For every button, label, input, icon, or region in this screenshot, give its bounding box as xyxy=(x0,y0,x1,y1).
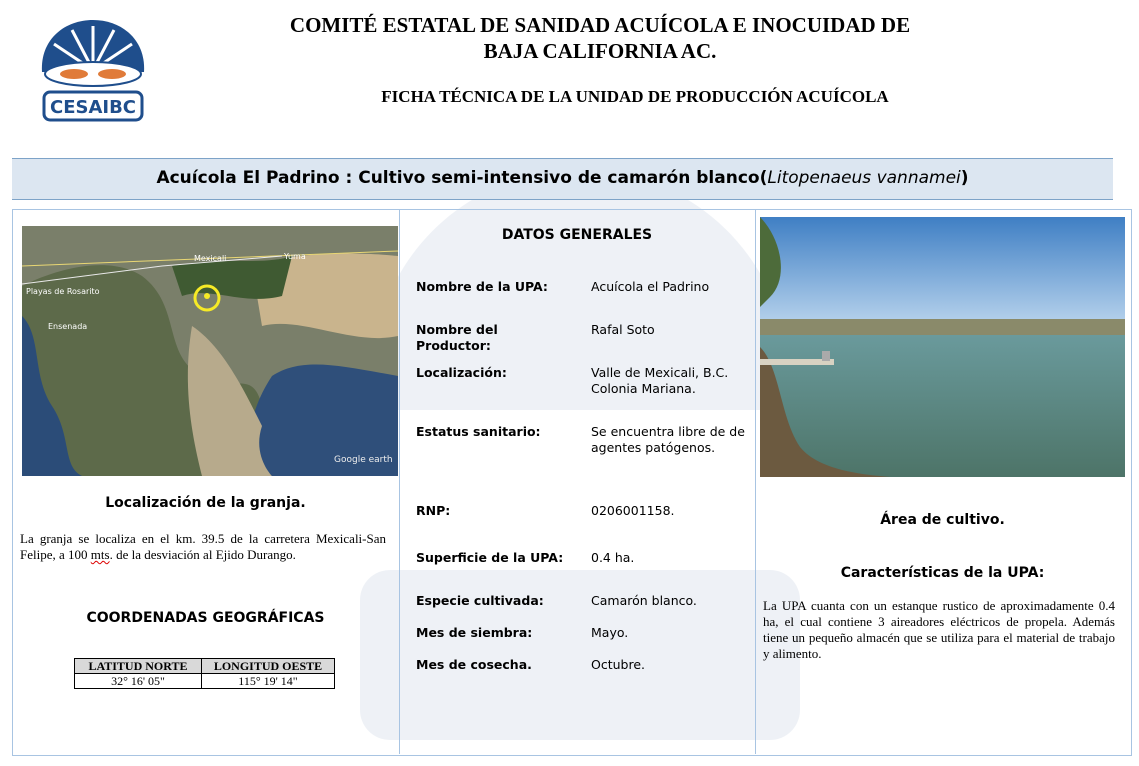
field-label: Nombre del Productor: xyxy=(416,322,498,353)
field-label: Especie cultivada: xyxy=(416,593,544,608)
field-value: 0.4 ha. xyxy=(591,550,635,565)
logo-text: CESAIBC xyxy=(49,97,137,118)
field-label: RNP: xyxy=(416,503,451,518)
map-label: Yuma xyxy=(284,252,306,261)
general-data-heading: DATOS GENERALES xyxy=(501,227,653,243)
title-line-2: BAJA CALIFORNIA AC. xyxy=(483,39,717,63)
misspelled-word: mts xyxy=(90,547,110,562)
field-label: Nombre de la UPA: xyxy=(416,279,548,294)
species-name: Litopenaeus vannamei xyxy=(767,168,961,188)
banner-title xyxy=(12,168,1113,188)
banner-paren-open: ( xyxy=(759,168,768,188)
column-divider xyxy=(755,210,756,754)
location-map-image xyxy=(22,226,398,476)
photo-caption: Área de cultivo. xyxy=(880,512,1005,528)
location-description: La granja se localiza en el km. 39.5 de la carretera Mexicali-San Felipe, a 100 mts. de la desviación al Ejido Durango. xyxy=(20,531,386,562)
longitude-value: 115° 19' 14" xyxy=(202,674,335,689)
column-header: LONGITUD OESTE xyxy=(202,659,335,674)
page-subtitle: FICHA TÉCNICA DE LA UNIDAD DE PRODUCCIÓN ACUÍCOLA xyxy=(381,87,889,106)
field-value: Rafal Soto xyxy=(591,322,655,337)
map-heading: Localización de la granja. xyxy=(105,495,306,511)
field-label: Mes de cosecha. xyxy=(416,657,532,672)
field-value: Se encuentra libre de de agentes patógenos. xyxy=(591,424,745,455)
field-value: Octubre. xyxy=(591,657,645,672)
column-divider xyxy=(399,210,400,754)
field-label: Mes de siembra: xyxy=(416,625,533,640)
map-label: Ensenada xyxy=(48,322,88,331)
field-label: Localización: xyxy=(416,365,507,380)
field-value: Valle de Mexicali, B.C. Colonia Mariana. xyxy=(591,365,729,396)
table-header-row xyxy=(75,659,335,674)
table-row xyxy=(75,674,335,689)
map-label: Playas de Rosarito xyxy=(26,287,100,296)
title-line-1: COMITÉ ESTATAL DE SANIDAD ACUÍCOLA E INOCUIDAD DE xyxy=(289,13,911,37)
map-label: Mexicali xyxy=(194,254,227,263)
map-label: Google earth xyxy=(334,455,393,465)
page-title xyxy=(170,12,1030,64)
field-value: Acuícola el Padrino xyxy=(591,279,710,294)
field-label: Estatus sanitario: xyxy=(416,424,541,439)
features-text: La UPA cuanta con un estanque rustico de aproximadamente 0.4 ha, el cual contiene 3 aireadores eléctricos de propela. Además tiene un pequeño almacén que se utiliza para el material de trabajo y alimento. xyxy=(763,598,1115,661)
field-label: Superficie de la UPA: xyxy=(416,550,564,565)
field-value: Mayo. xyxy=(591,625,629,640)
coords-heading: COORDENADAS GEOGRÁFICAS xyxy=(86,610,325,626)
field-value: Camarón blanco. xyxy=(591,593,697,608)
features-heading: Características de la UPA: xyxy=(840,565,1045,581)
field-value: 0206001158. xyxy=(591,503,675,518)
cesaibc-logo-icon xyxy=(34,14,152,124)
coords-table xyxy=(74,658,335,689)
banner-paren-close: ) xyxy=(960,168,969,188)
latitude-value: 32° 16' 05" xyxy=(75,674,202,689)
column-header: LATITUD NORTE xyxy=(75,659,202,674)
pond-photo-image xyxy=(760,217,1125,477)
banner-main-text: Acuícola El Padrino : Cultivo semi-intensivo de camarón blanco xyxy=(156,168,760,188)
